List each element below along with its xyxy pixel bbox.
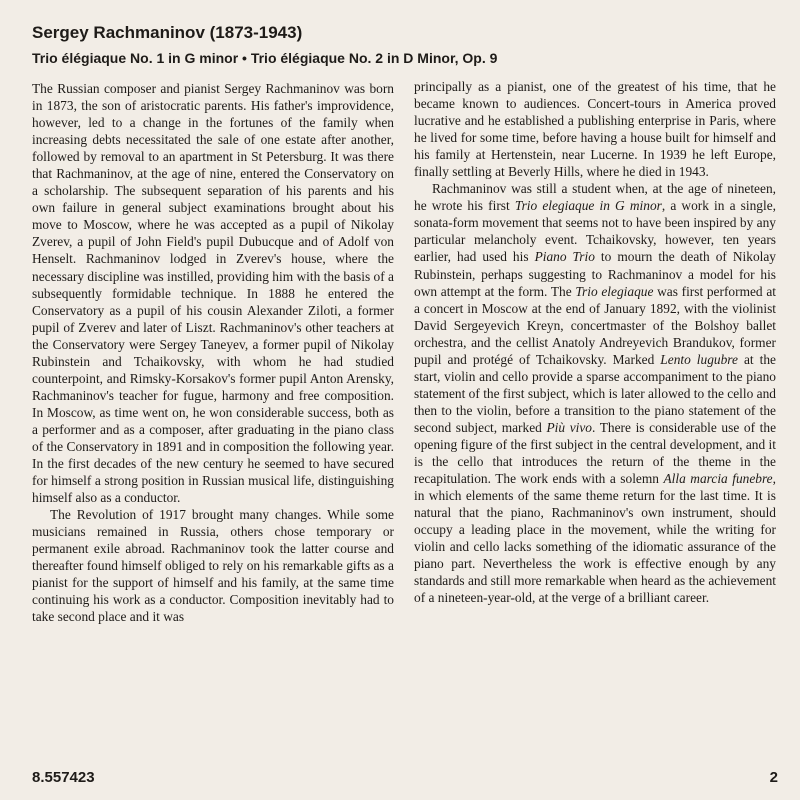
page-title: Sergey Rachmaninov (1873-1943) — [32, 23, 303, 42]
text-run: , in which elements of the same theme return for the last time. It is natural that the piano, Rachmaninov's own instrument, should occupy a leading place in the movement, while the writing for violin and cello lacks something of the idiomatic assurance of the piano part. Nevertheless the work is effective enough by any standards and still more remarkable when heard as the achievement of a nineteen-year-old, at the verge of a brilliant career. — [414, 471, 776, 606]
italic-work-title: Trio elegiaque — [575, 283, 654, 299]
page-header — [32, 22, 780, 68]
italic-work-title: Trio elegiaque in G minor — [514, 198, 662, 214]
text-run: Rachmaninov was still a student when, at the age of nineteen, he wrote his first — [414, 181, 776, 214]
italic-tempo-marking: Alla marcia funebre — [663, 471, 773, 487]
catalog-number: 8.557423 — [32, 769, 95, 786]
text-run: , a work in a single, sonata-form movement that seems not to have been inspired by any particular melancholy event. Tchaikovsky, however, ten years earlier, had used his — [414, 198, 777, 265]
page-subtitle: Trio élégiaque No. 1 in G minor • Trio élégiaque No. 2 in D Minor, Op. 9 — [32, 50, 498, 66]
paragraph: principally as a pianist, one of the greatest of his time, that he became known to audiences. Concert-tours in America proved lucrative and he established a publishing enterprise in Paris, where he lived for some time, before having a house built for himself and his family at Hertenstein, near Lucerne. In 1939 he left Europe, finally settling at Beverly Hills, where he died in 1943. — [414, 79, 776, 180]
paragraph: The Revolution of 1917 brought many changes. While some musicians remained in Russia, others chose temporary or permanent exile abroad. Rachmaninov took the latter course and thereafter found himself obliged to rely on his remarkable gifts as a pianist for the support of himself and his family, at the same time continuing his work as a conductor. Composition inevitably had to take second place and it was — [32, 507, 394, 625]
text-run: to mourn the death of Nikolay Rubinstein, perhaps suggesting to Rachmaninov a model for his own attempt at the form. The — [414, 249, 777, 299]
italic-work-title: Piano Trio — [534, 249, 595, 265]
paragraph: The Russian composer and pianist Sergey Rachmaninov was born in 1873, the son of aristocratic parents. His father's improvidence, however, led to a change in the fortunes of the family when increasing debts necessitated the sale of one estate after another, followed by removal to an apartment in St Petersburg. It was there that Rachmaninov, at the age of nine, entered the Conservatory on a scholarship. The subsequent separation of his parents and his own failure in general subject examinations brought about his move to Moscow, where he was accepted as a pupil of Nikolay Zverev, a pupil of John Field's pupil Dubucque and of Adolf von Henselt. Rachmaninov lodged in Zverev's house, where the necessary discipline was instilled, providing him with the basis of a subsequently formidable technique. In 1888 he entered the Conservatory as a pupil of his cousin Alexander Ziloti, a former pupil of Zverev and later of Liszt. Rachmaninov's other teachers at the Conservatory were Sergey Taneyev, a former pupil of Nikolay Rubinstein and Tchaikovsky, with whom he had studied counterpoint, and Rimsky-Korsakov's former pupil Anton Arensky, Rachmaninov's teacher for fugue, harmony and free composition. In Moscow, as time went on, he won considerable success, both as a performer and as a composer, after graduating in the piano class of the Conservatory in 1891 and in composition the following year. In the first decades of the new century he seemed to have secured for himself a strong position in Russian musical life, distinguishing himself also as a conductor. — [32, 81, 394, 506]
left-column — [32, 80, 394, 780]
text-run: was first performed at a concert in Moscow at the end of January 1892, with the violinist David Sergeyevich Kreyn, concertmaster of the Bolshoy ballet orchestra, and the cellist Anatoly Andreyevich Brandukov, former pupil and protégé of Tchaikovsky. Marked — [414, 283, 776, 367]
body-columns — [32, 80, 776, 780]
text-run: at the start, violin and cello provide a sparse accompaniment to the piano statement of the first subject, which is later allowed to the cello and then to the violin, before a transition to the piano statement of the second subject, marked — [414, 351, 776, 435]
text-run: . There is considerable use of the opening figure of the first subject in the central development, and it is the cello that introduces the return of the theme in the recapitulation. The work ends with a solemn — [414, 419, 777, 487]
italic-tempo-marking: Lento lugubre — [660, 351, 738, 367]
paragraph — [414, 180, 776, 606]
italic-tempo-marking: Più vivo — [546, 419, 593, 435]
right-column — [414, 78, 776, 778]
page-footer — [32, 769, 778, 786]
page-number: 2 — [769, 769, 778, 786]
